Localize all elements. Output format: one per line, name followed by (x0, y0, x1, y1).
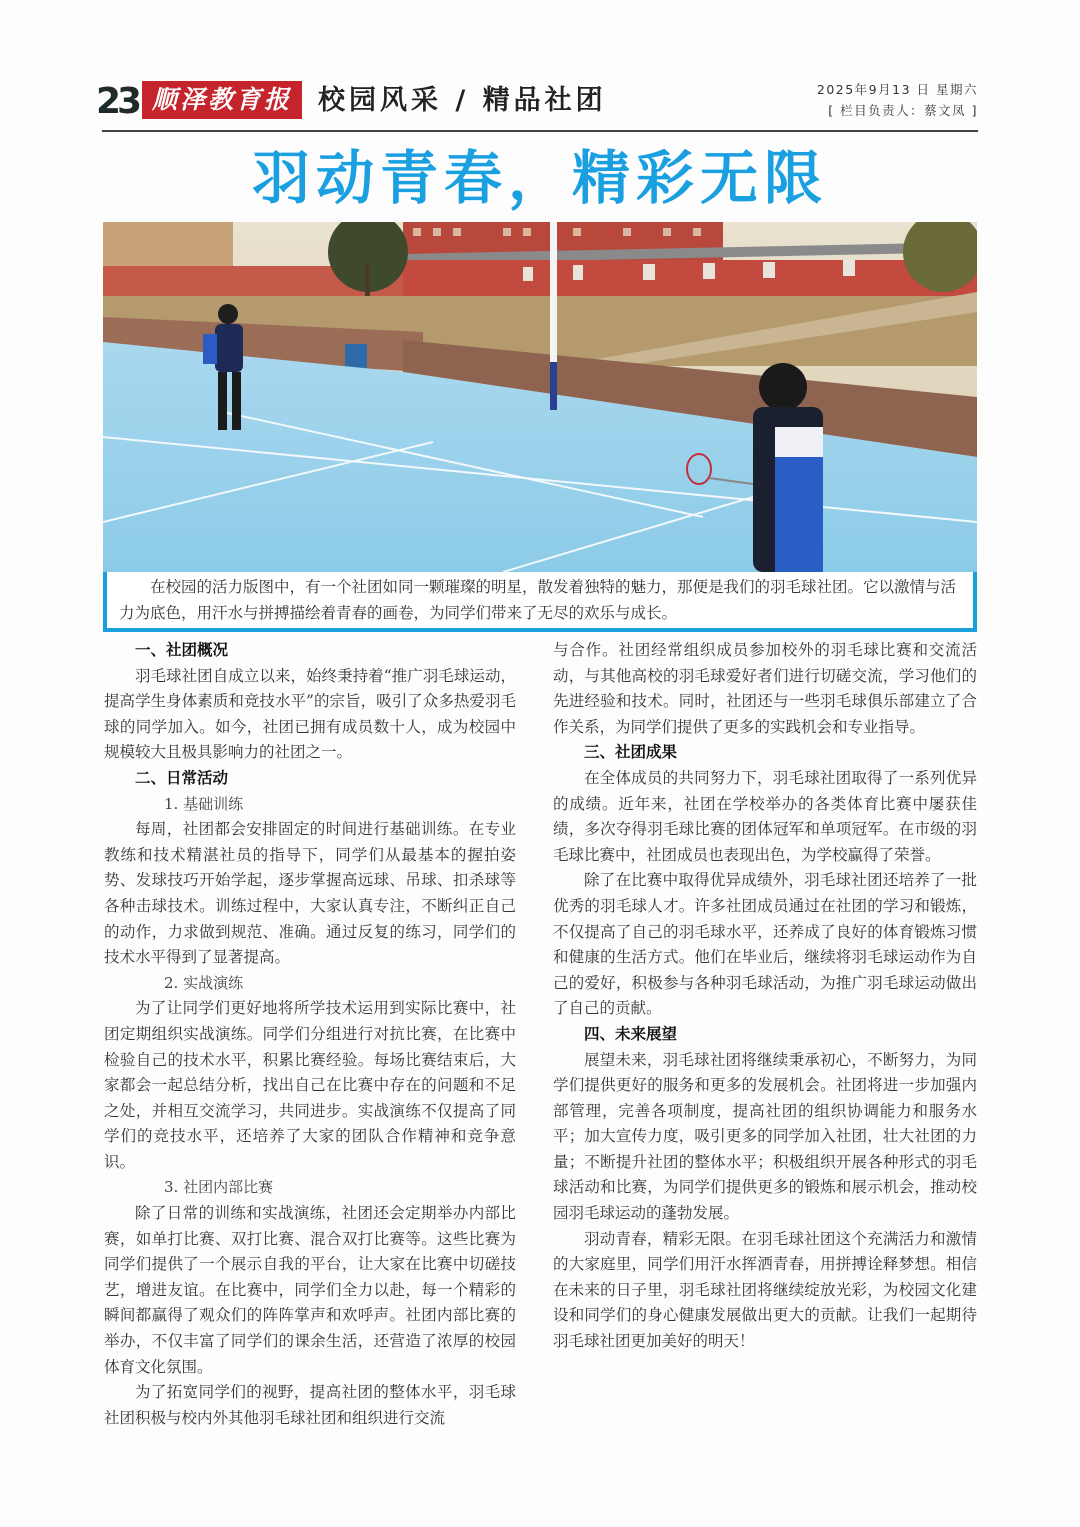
paragraph: 羽动青春，精彩无限。在羽毛球社团这个充满活力和激情的大家庭里，同学们用汗水挥洒青春，用拼搏诠释梦想。相信在未来的日子里，羽毛球社团将继续绽放光彩，为校园文化建设和同学们的身心健康发展做出更大的贡献。让我们一起期待羽毛球社团更加美好的明天！ (553, 1229, 977, 1351)
subheading-internal-competition: 3. 社团内部比赛 (164, 1178, 274, 1197)
paragraph: 为了拓宽同学们的视野，提高社团的整体水平，羽毛球社团积极与校内外其他羽毛球社团和组织进行交流 (104, 1383, 516, 1427)
issue-date: 2025年9月13 日 星期六 (816, 82, 978, 97)
paper-name-logo: 顺泽教育报 (142, 81, 302, 119)
paragraph: 除了日常的训练和实战演练，社团还会定期举办内部比赛，如单打比赛、双打比赛、混合双打比赛等。这些比赛为同学们提供了一个展示自我的平台，让大家在比赛中切磋技艺，增进友谊。在比赛中，同学们全力以赴，每一个精彩的瞬间都赢得了观众们的阵阵掌声和欢呼声。社团内部比赛的举办，不仅丰富了同学们的课余生活，还营造了浓厚的校园体育文化氛围。 (104, 1204, 516, 1376)
section-heading-achievements: 三、社团成果 (584, 743, 678, 762)
section-heading-daily-activities: 二、日常活动 (135, 768, 229, 787)
subheading-basic-training: 1. 基础训练 (164, 794, 244, 813)
masthead (96, 80, 978, 124)
paragraph: 为了让同学们更好地将所学技术运用到实际比赛中，社团定期组织实战演练。同学们分组进行对抗比赛，在比赛中检验自己的技术水平，积累比赛经验。每场比赛结束后，大家都会一起总结分析，找出自己在比赛中存在的问题和不足之处，并相互交流学习，共同进步。实战演练不仅提高了同学们的竞技水平，还培养了大家的团队合作精神和竞争意识。 (104, 999, 516, 1171)
paragraph: 羽毛球社团自成立以来，始终秉持着“推广羽毛球运动，提高学生身体素质和竞技水平”的宗旨，吸引了众多热爱羽毛球的同学加入。如今，社团已拥有成员数十人，成为校园中规模较大且极具影响力的社团之一。 (104, 666, 516, 762)
subheading-practice-matches: 2. 实战演练 (164, 973, 244, 992)
badminton-photo (103, 222, 977, 572)
paragraph-continued: 与合作。社团经常组织成员参加校外的羽毛球比赛和交流活动，与其他高校的羽毛球爱好者们进行切磋交流，学习他们的先进经验和技术。同时，社团还与一些羽毛球俱乐部建立了合作关系，为同学们提供了更多的实践机会和专业指导。 (553, 641, 977, 736)
section-title: 校园风采 / 精品社团 (318, 85, 607, 116)
section-heading-outlook: 四、未来展望 (584, 1024, 678, 1043)
photo-caption-box (103, 572, 977, 632)
article-column-right (553, 638, 977, 1355)
paragraph: 除了在比赛中取得优异成绩外，羽毛球社团还培养了一批优秀的羽毛球人才。许多社团成员通过在社团的学习和锻炼，不仅提高了自己的羽毛球水平，还养成了良好的体育锻炼习惯和健康的生活方式。他们在毕业后，继续将羽毛球运动作为自己的爱好，积极参与各种羽毛球活动，为推广羽毛球运动做出了自己的贡献。 (553, 871, 977, 1018)
paragraph: 展望未来，羽毛球社团将继续秉承初心，不断努力，为同学们提供更好的服务和更多的发展机会。社团将进一步加强内部管理，完善各项制度，提高社团的组织协调能力和服务水平；加大宣传力度，吸引更多的同学加入社团，壮大社团的力量；不断提升社团的整体水平；积极组织开展各种形式的羽毛球活动和比赛，为同学们提供更多的锻炼和展示机会，推动校园羽毛球运动的蓬勃发展。 (553, 1050, 977, 1223)
header-rule (102, 130, 978, 132)
paragraph: 每周，社团都会安排固定的时间进行基础训练。在专业教练和技术精湛社员的指导下，同学们从最基本的握拍姿势、发球技巧开始学起，逐步掌握高远球、吊球、扣杀球等各种击球技术。训练过程中，大家认真专注，不断纠正自己的动作，力求做到规范、准确。通过反复的练习，同学们的技术水平得到了显著提高。 (104, 820, 516, 967)
photo-illustration (103, 222, 977, 572)
column-editor: [ 栏目负责人：蔡文凤 ] (828, 103, 978, 118)
photo-caption: 在校园的活力版图中，有一个社团如同一颗璀璨的明星，散发着独特的魅力，那便是我们的羽毛球社团。它以激情与活力为底色，用汗水与拼搏描绘着青春的画卷，为同学们带来了无尽的欢乐与成长。 (119, 578, 957, 622)
page-number: 23 (96, 81, 139, 122)
article-headline: 羽动青春，精彩无限 (251, 144, 828, 212)
section-heading-overview: 一、社团概况 (135, 641, 229, 659)
paragraph: 在全体成员的共同努力下，羽毛球社团取得了一系列优异的成绩。近年来，社团在学校举办的各类体育比赛中屡获佳绩，多次夺得羽毛球比赛的团体冠军和单项冠军。在市级的羽毛球比赛中，社团成员也表现出色，为学校赢得了荣誉。 (553, 768, 977, 864)
article-column-left (104, 638, 516, 1431)
